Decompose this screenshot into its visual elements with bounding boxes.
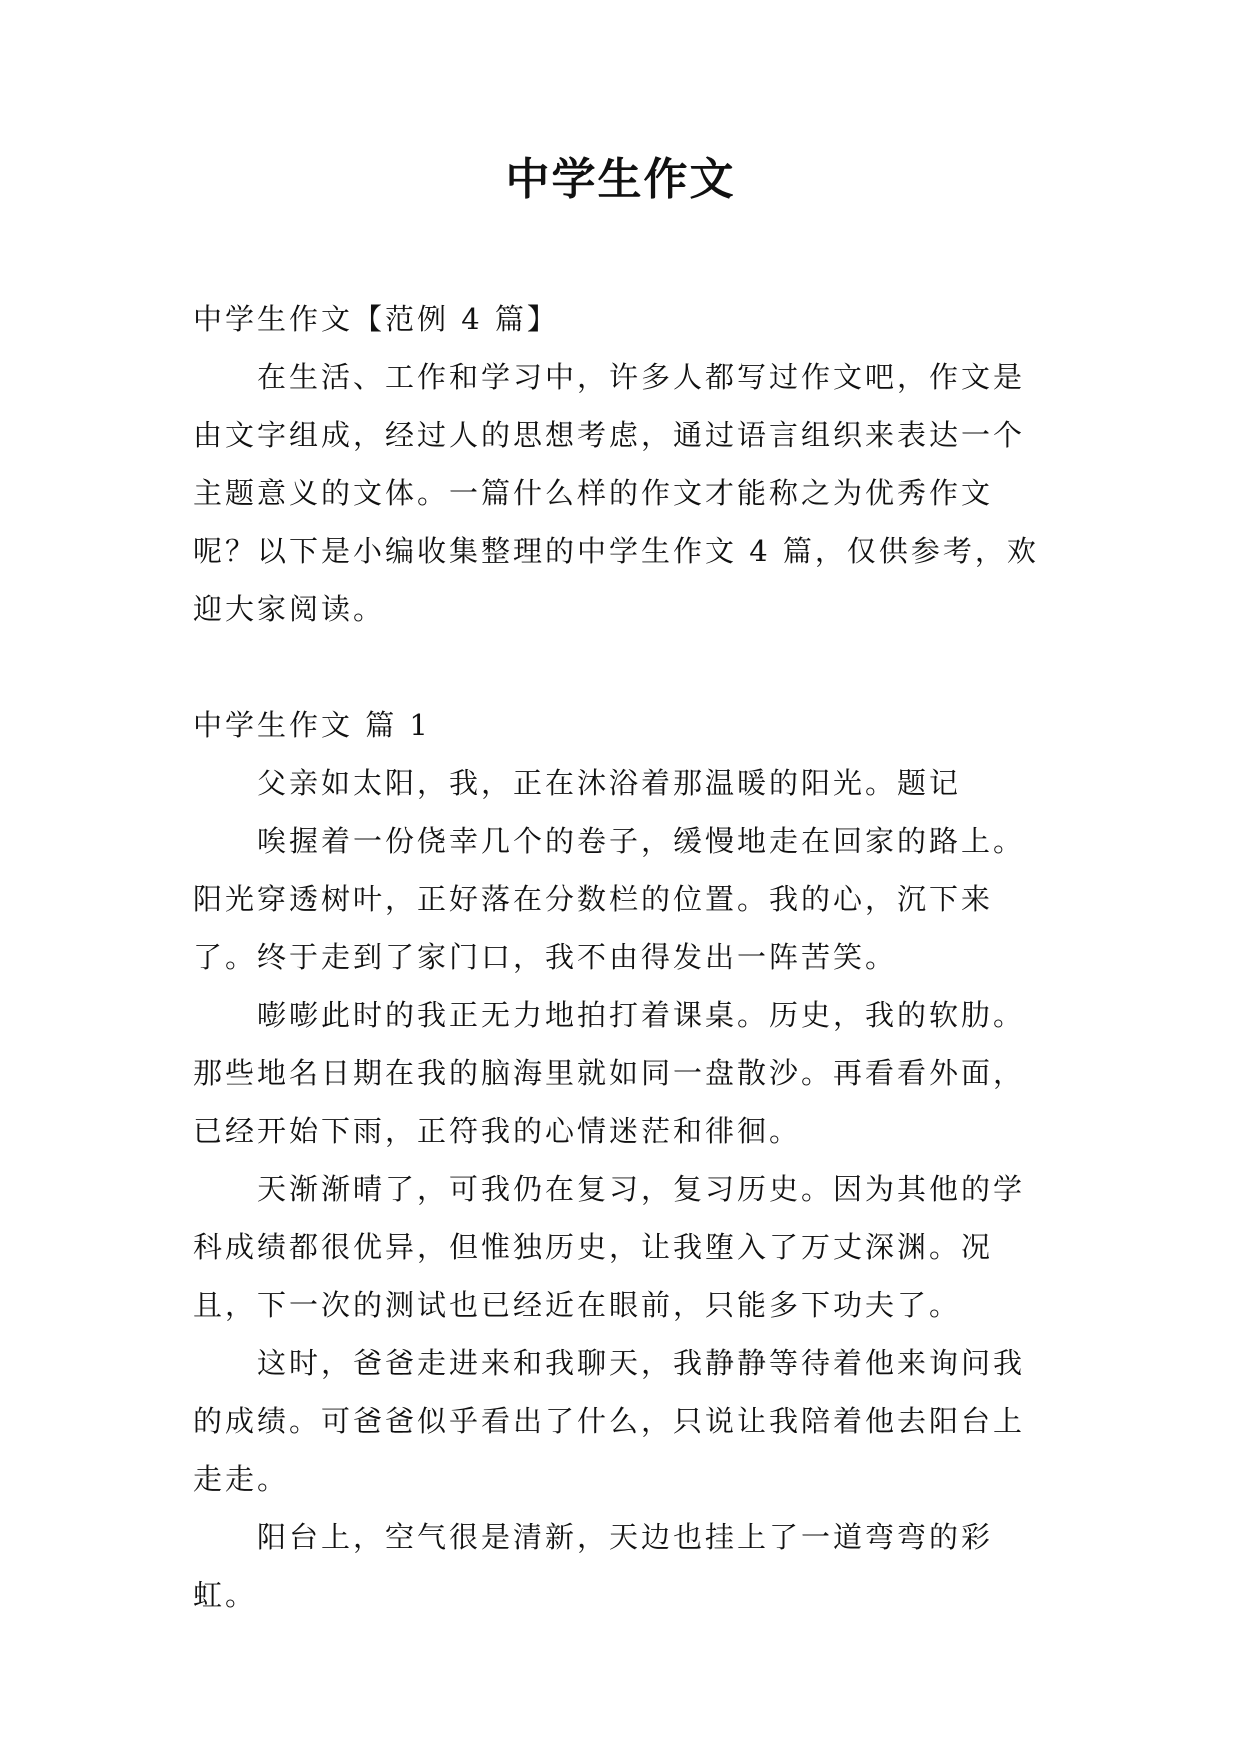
section-paragraph: 天渐渐晴了，可我仍在复习，复习历史。因为其他的学科成绩都很优异，但惟独历史，让我堕入了万丈深渊。况且，下一次的测试也已经近在眼前，只能多下功夫了。	[193, 1172, 1026, 1322]
section-paragraph: 唉握着一份侥幸几个的卷子，缓慢地走在回家的路上。阳光穿透树叶，正好落在分数栏的位置。我的心，沉下来了。终于走到了家门口，我不由得发出一阵苦笑。	[193, 824, 1026, 974]
intro-heading: 中学生作文【范例 4 篇】	[193, 302, 559, 336]
document-title: 中学生作文	[505, 154, 736, 205]
section-spacer	[193, 638, 1053, 696]
section-heading: 中学生作文 篇 1	[193, 708, 431, 742]
section-paragraph: 这时，爸爸走进来和我聊天，我静静等待着他来询问我的成绩。可爸爸似乎看出了什么，只说让我陪着他去阳台上走走。	[193, 1346, 1026, 1496]
section-paragraph: 阳台上，空气很是清新，天边也挂上了一道弯弯的彩虹。	[193, 1520, 994, 1612]
section-paragraph: 嘭嘭此时的我正无力地拍打着课桌。历史，我的软肋。那些地名日期在我的脑海里就如同一盘散沙。再看看外面，已经开始下雨，正符我的心情迷茫和徘徊。	[193, 998, 1026, 1148]
document-body	[193, 290, 1053, 1624]
intro-paragraph: 在生活、工作和学习中，许多人都写过作文吧，作文是由文字组成，经过人的思想考虑，通过语言组织来表达一个主题意义的文体。一篇什么样的作文才能称之为优秀作文呢？以下是小编收集整理的中学生作文 4 篇，仅供参考，欢迎大家阅读。	[193, 360, 1039, 626]
section-paragraph: 父亲如太阳，我，正在沐浴着那温暖的阳光。题记	[257, 766, 962, 800]
